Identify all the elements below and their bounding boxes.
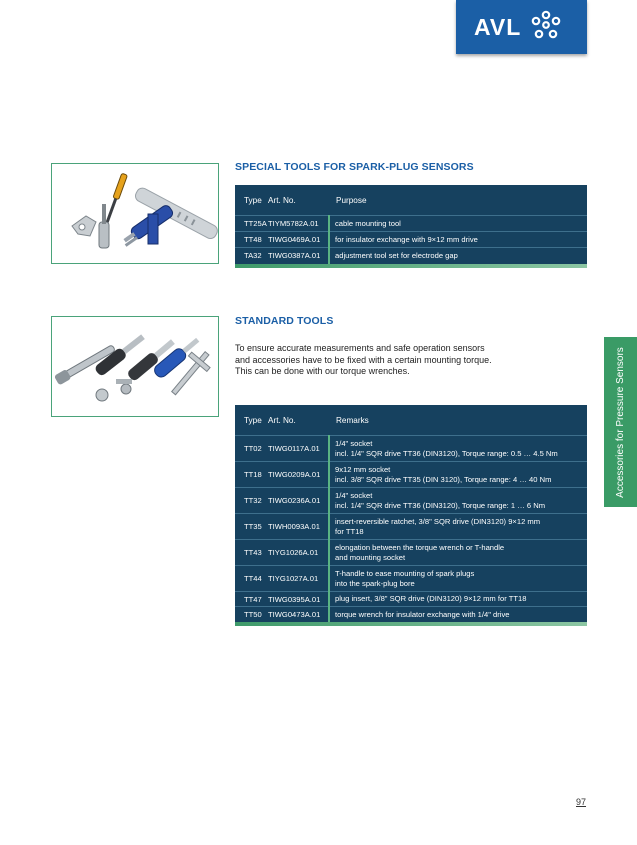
cell-purpose: cable mounting tool [329,216,587,232]
cell-type: TT48 [235,232,268,248]
side-tab [604,337,637,507]
table-bottom-bar [235,622,587,626]
standard-tools-table [235,405,587,626]
intro-paragraph [235,343,565,378]
cell-art-no: TIWH0093A.01 [268,514,329,540]
cell-art-no: TIWG0395A.01 [268,592,329,607]
cell-art-no: TIWG0473A.01 [268,607,329,622]
remark-line-1: 1/4" socket [335,439,373,448]
table-row [235,462,587,488]
cell-type: TT43 [235,540,268,566]
avl-logo-mark-icon [529,8,563,47]
cell-purpose: adjustment tool set for electrode gap [329,248,587,264]
cell-art-no: TIWG0236A.01 [268,488,329,514]
cell-type: TT32 [235,488,268,514]
spark-plug-tools-photo [51,163,219,264]
cell-type: TT18 [235,462,268,488]
cell-art-no: TIYG1027A.01 [268,566,329,592]
cell-remarks [329,514,587,540]
header-art-no: Art. No. [268,415,296,425]
avl-logo [456,0,587,54]
header-art-no: Art. No. [268,195,296,205]
table-row [235,540,587,566]
cell-remarks [329,488,587,514]
table-row [235,436,587,462]
table-row [235,514,587,540]
cell-art-no: TIWG0117A.01 [268,436,329,462]
remark-line-1: 9x12 mm socket [335,465,391,474]
header-type: Type [244,415,262,425]
table-row [235,566,587,592]
remark-line-2: incl. 1/4" SQR drive TT36 (DIN3120), Torque range: 0.5 … 4.5 Nm [335,448,558,458]
table-row [235,592,587,607]
cell-type: TT25A [235,216,268,232]
table-row [235,488,587,514]
remark-line-1: 1/4" socket [335,491,373,500]
intro-line: and accessories have to be fixed with a certain mounting torque. [235,354,492,365]
table-header-row [235,405,587,436]
cell-art-no: TIYG1026A.01 [268,540,329,566]
remark-line-2: incl. 3/8" SQR drive TT35 (DIN 3120), Torque range: 4 … 40 Nm [335,474,552,484]
table-header-row [235,185,587,216]
table-row [235,216,587,232]
remark-line-2: into the spark-plug bore [335,578,415,588]
logo-text: AVL [474,13,522,40]
cell-art-no: TIWG0387A.01 [268,248,329,264]
intro-line: To ensure accurate measurements and safe operation sensors [235,343,485,353]
remark-line-1: insert-reversible ratchet, 3/8" SQR drive (DIN3120) 9×12 mm [335,517,541,526]
cell-remarks [329,592,587,607]
header-purpose: Purpose [336,195,367,205]
cell-type: TT35 [235,514,268,540]
cell-type: TT47 [235,592,268,607]
remark-line-2: and mounting socket [335,552,406,562]
remark-line-1: T-handle to ease mounting of spark plugs [335,569,475,578]
header-type: Type [244,195,262,205]
cell-type: TA32 [235,248,268,264]
cell-purpose: for insulator exchange with 9×12 mm drive [329,232,587,248]
section-title-special-tools: SPECIAL TOOLS FOR SPARK-PLUG SENSORS [235,161,474,173]
cell-art-no: TIWG0209A.01 [268,462,329,488]
cell-art-no: TIYM5782A.01 [268,216,329,232]
special-tools-table [235,185,587,268]
cell-type: TT50 [235,607,268,622]
intro-line: This can be done with our torque wrenches. [235,366,410,376]
cell-art-no: TIWG0469A.01 [268,232,329,248]
cell-remarks [329,566,587,592]
cell-remarks [329,436,587,462]
remark-line-1: elongation between the torque wrench or T-handle [335,543,505,552]
side-tab-label: Accessories for Pressure Sensors [615,346,626,498]
table-bottom-bar [235,264,587,268]
section-title-standard-tools: STANDARD TOOLS [235,315,334,327]
cell-remarks [329,540,587,566]
table-row [235,232,587,248]
page-number: 97 [576,797,587,807]
cell-remarks [329,462,587,488]
remark-line-1: plug insert, 3/8" SQR drive (DIN3120) 9×12 mm for TT18 [335,594,527,604]
cell-type: TT44 [235,566,268,592]
torque-tools-photo [51,316,219,417]
remark-line-2: incl. 1/4" SQR drive TT36 (DIN3120), Torque range: 1 … 6 Nm [335,500,546,510]
table-row [235,248,587,264]
remark-line-1: torque wrench for insulator exchange with 1/4" drive [335,609,510,619]
remark-line-2: for TT18 [335,526,364,536]
cell-type: TT02 [235,436,268,462]
header-remarks: Remarks [336,415,369,425]
cell-remarks [329,607,587,622]
table-row [235,607,587,622]
